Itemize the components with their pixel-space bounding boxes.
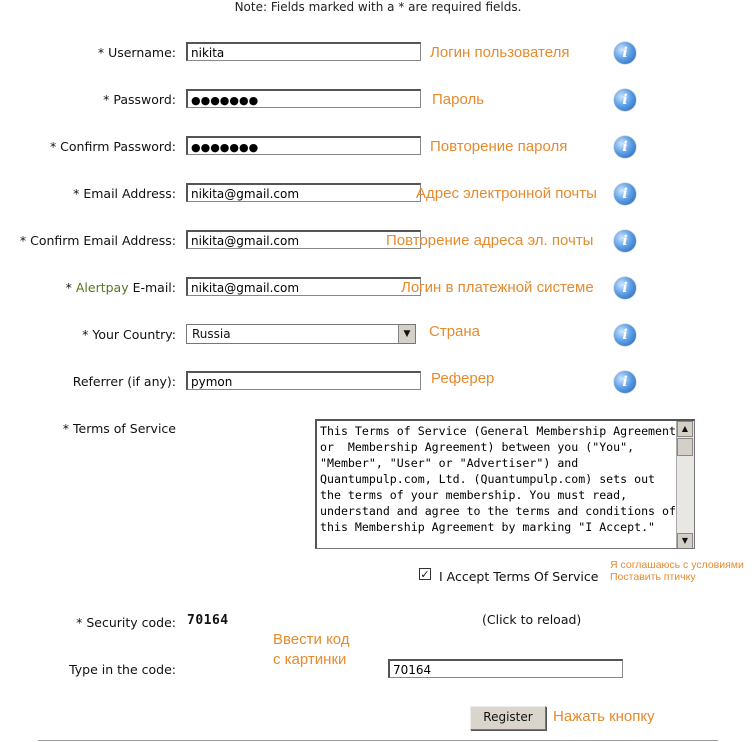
type-code-label: Type in the code:	[69, 662, 176, 677]
alertpay-label-prefix: *	[65, 280, 76, 295]
required-note: Note: Fields marked with a * are required fields.	[234, 0, 522, 14]
email-hint: Адрес электронной почты	[416, 185, 597, 202]
confirm-password-label: * Confirm Password:	[49, 139, 176, 154]
email-input[interactable]: nikita@gmail.com	[186, 183, 421, 202]
tos-text: This Terms of Service (General Membership Agreement or Membership Agreement) between you ("You", "Member", "User" or "Advertiser") and Quantumpulp.com, Ltd. (Quantumpulp.com) sets out the terms of your membership. You must read, understand and agree to the terms and conditions of this Membership Agreement by marking "I Accept."	[320, 424, 676, 534]
username-input[interactable]: nikita	[186, 42, 421, 61]
confirm-email-label: * Confirm Email Address:	[19, 233, 176, 248]
confirm-email-input[interactable]: nikita@gmail.com	[186, 230, 421, 249]
tos-textarea[interactable]	[315, 419, 695, 549]
accept-hint-1: Я соглашаюсь с условиями	[610, 559, 744, 571]
confirm-email-hint: Повторение адреса эл. почты	[386, 232, 594, 249]
info-icon[interactable]: i	[614, 89, 636, 111]
tos-label: * Terms of Service	[62, 421, 176, 436]
username-label: * Username:	[97, 45, 176, 60]
confirm-password-input[interactable]: ●●●●●●●	[186, 136, 421, 155]
chevron-down-icon[interactable]: ▼	[398, 325, 415, 343]
tos-scrollbar[interactable]	[676, 421, 694, 549]
captcha-hint-2: с картинки	[273, 651, 347, 668]
info-icon[interactable]: i	[614, 371, 636, 393]
captcha-input[interactable]: 70164	[388, 659, 623, 678]
info-icon[interactable]: i	[614, 42, 636, 64]
security-code-label: * Security code:	[76, 615, 176, 630]
info-icon[interactable]: i	[614, 277, 636, 299]
password-label: * Password:	[103, 92, 176, 107]
country-hint: Страна	[429, 323, 481, 340]
scroll-down-icon[interactable]: ▼	[677, 533, 693, 549]
register-hint: Нажать кнопку	[553, 708, 655, 725]
confirm-password-hint: Повторение пароля	[430, 138, 568, 155]
alertpay-label	[66, 280, 176, 295]
country-select[interactable]	[186, 324, 416, 344]
accept-hint-2: Поставить птичку	[610, 571, 696, 583]
register-button[interactable]: Register	[470, 706, 546, 730]
country-label: * Your Country:	[82, 327, 176, 342]
accept-tos-label: I Accept Terms Of Service	[439, 569, 599, 584]
referrer-hint: Реферер	[431, 370, 495, 387]
accept-tos-checkbox[interactable]: ✓	[420, 568, 430, 581]
username-hint: Логин пользователя	[430, 44, 570, 61]
referrer-label: Referrer (if any):	[72, 374, 176, 389]
referrer-input[interactable]: pymon	[186, 371, 421, 390]
captcha-image[interactable]: 70164	[187, 613, 229, 628]
info-icon[interactable]: i	[614, 324, 636, 346]
alertpay-email-input[interactable]: nikita@gmail.com	[186, 277, 421, 296]
divider	[38, 740, 718, 741]
email-label: * Email Address:	[73, 186, 176, 201]
info-icon[interactable]: i	[614, 183, 636, 205]
password-hint: Пароль	[432, 91, 485, 108]
info-icon[interactable]: i	[614, 230, 636, 252]
password-input[interactable]: ●●●●●●●	[186, 89, 421, 108]
scroll-up-icon[interactable]: ▲	[677, 421, 693, 437]
info-icon[interactable]: i	[614, 136, 636, 158]
alertpay-link[interactable]: Alertpay	[75, 280, 129, 295]
captcha-hint-1: Ввести код	[273, 631, 350, 648]
country-value: Russia	[192, 327, 231, 341]
alertpay-label-suffix: E-mail:	[128, 280, 176, 295]
reload-captcha-link[interactable]: (Click to reload)	[482, 612, 582, 627]
alertpay-hint: Логин в платежной системе	[401, 279, 594, 296]
scroll-thumb[interactable]	[677, 438, 693, 456]
